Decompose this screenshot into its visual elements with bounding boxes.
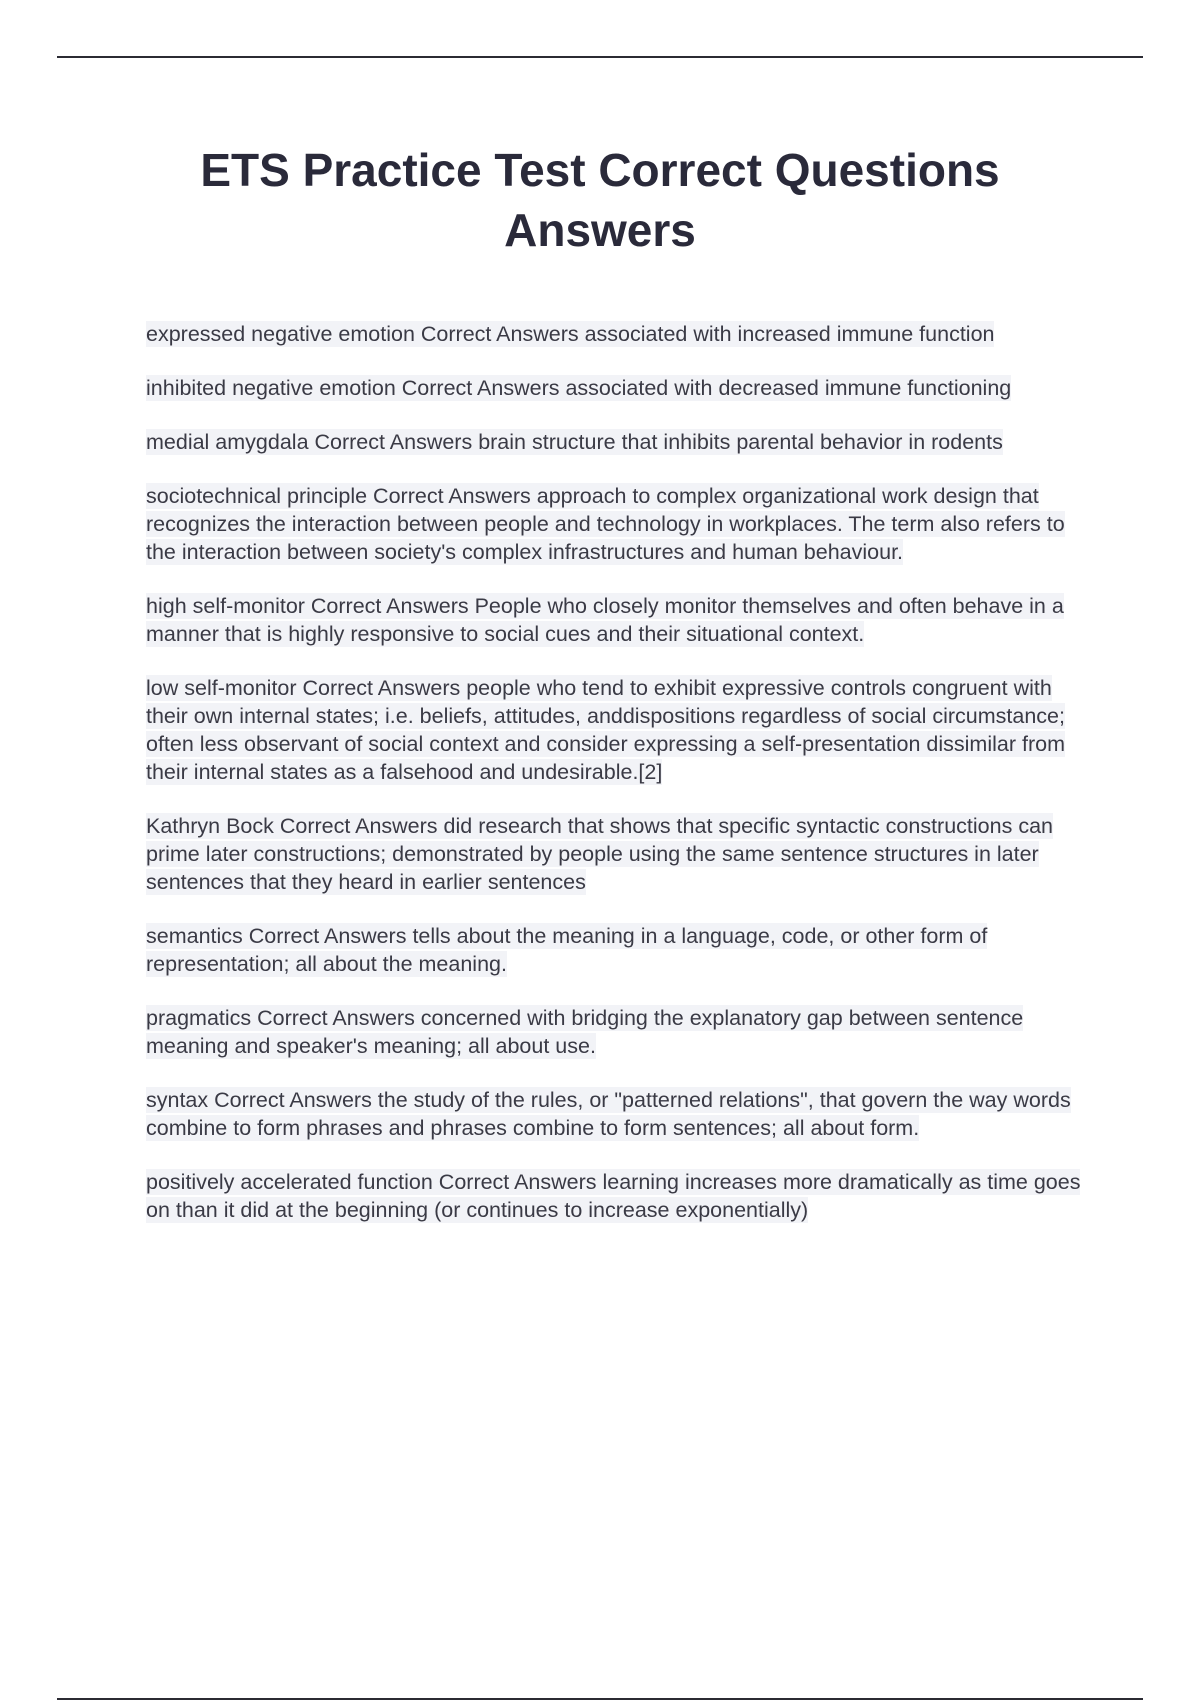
entry-text: medial amygdala Correct Answers brain structure that inhibits parental behavior in rodents (146, 430, 1003, 454)
entry-text: pragmatics Correct Answers concerned with bridging the explanatory gap between sentence meaning and speaker's meaning; all about use. (146, 1006, 1024, 1058)
list-item (146, 592, 1096, 648)
entry-text: high self-monitor Correct Answers People who closely monitor themselves and often behave in a manner that is highly responsive to social cues and their situational context. (146, 594, 1064, 646)
list-item (146, 320, 1096, 348)
entry-list (146, 320, 1096, 1250)
list-item (146, 1086, 1096, 1142)
entry-text: syntax Correct Answers the study of the rules, or "patterned relations", that govern the way words combine to form phrases and phrases combine to form sentences; all about form. (146, 1088, 1071, 1140)
entry-text: Kathryn Bock Correct Answers did research that shows that specific syntactic constructions can prime later constructions; demonstrated by people using the same sentence structures in later sentences that they heard in earlier sentences (146, 814, 1053, 894)
entry-text: sociotechnical principle Correct Answers approach to complex organizational work design that recognizes the interaction between people and technology in workplaces. The term also refers to the interaction between society's complex infrastructures and human behaviour. (146, 484, 1065, 564)
list-item (146, 1168, 1096, 1224)
top-divider (57, 56, 1143, 58)
entry-text: inhibited negative emotion Correct Answers associated with decreased immune functioning (146, 376, 1012, 400)
list-item (146, 674, 1096, 786)
list-item (146, 922, 1096, 978)
entry-text: expressed negative emotion Correct Answers associated with increased immune function (146, 322, 995, 346)
entry-text: low self-monitor Correct Answers people who tend to exhibit expressive controls congruent with their own internal states; i.e. beliefs, attitudes, anddispositions regardless of social circumstance; often less observant of social context and consider expressing a self-presentation dissimilar from their internal states as a falsehood and undesirable.[2] (146, 676, 1065, 784)
list-item (146, 812, 1096, 896)
entry-text: positively accelerated function Correct Answers learning increases more dramatically as time goes on than it did at the beginning (or continues to increase exponentially) (146, 1170, 1081, 1222)
page-title: ETS Practice Test Correct Questions Answers (200, 144, 1000, 256)
list-item (146, 374, 1096, 402)
list-item (146, 428, 1096, 456)
list-item (146, 482, 1096, 566)
list-item (146, 1004, 1096, 1060)
entry-text: semantics Correct Answers tells about the meaning in a language, code, or other form of representation; all about the meaning. (146, 924, 988, 976)
